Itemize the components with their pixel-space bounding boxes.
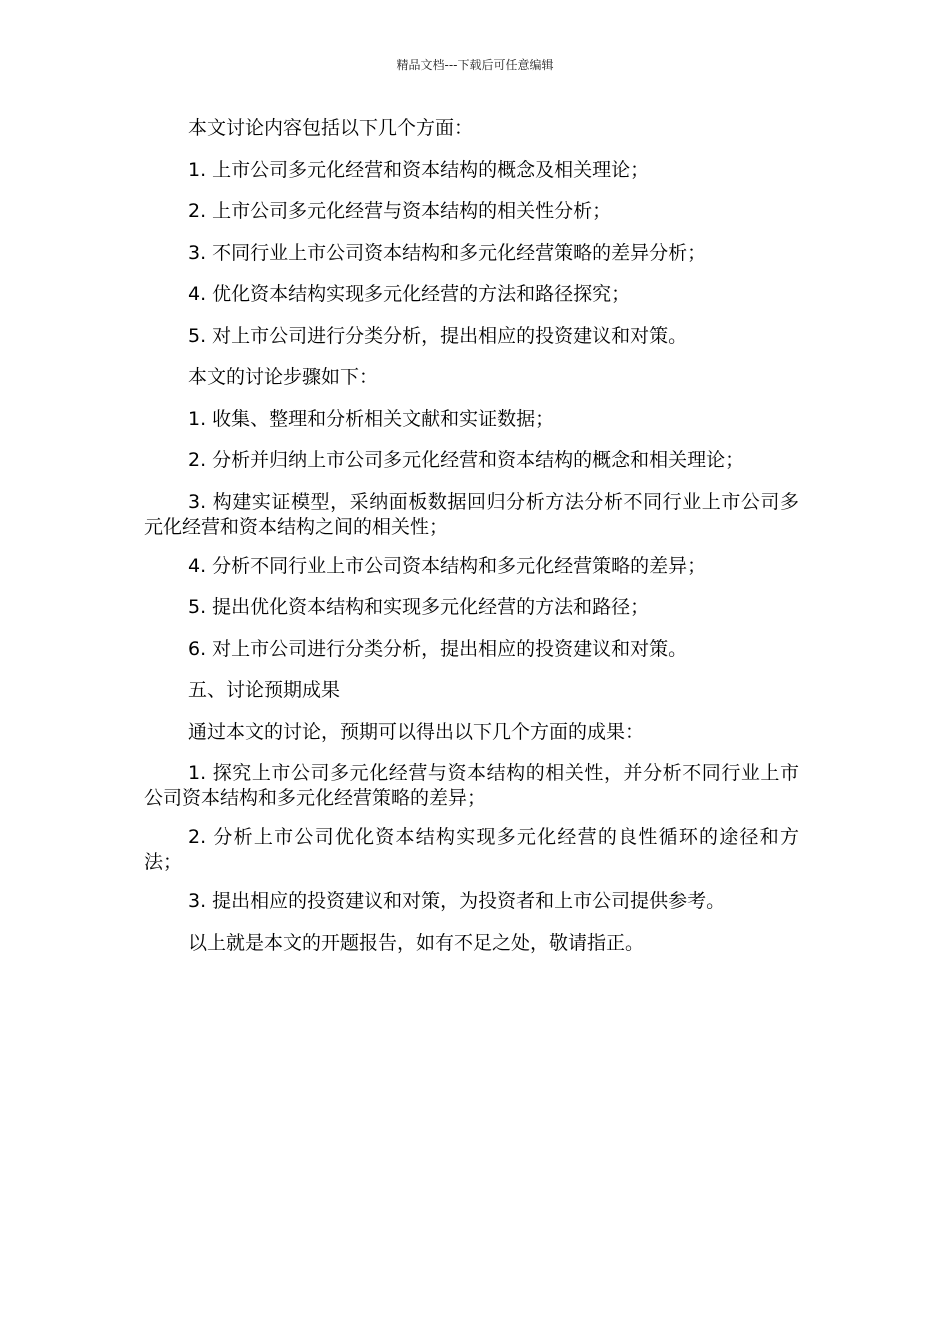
page-header: 精品文档---下载后可任意编辑 <box>396 58 554 72</box>
list-item: 4. 优化资本结构实现多元化经营的方法和路径探究； <box>188 283 631 305</box>
list-item: 2. 上市公司多元化经营与资本结构的相关性分析； <box>188 200 612 222</box>
list-item: 5. 提出优化资本结构和实现多元化经营的方法和路径； <box>188 596 650 618</box>
list-item: 2. 分析并归纳上市公司多元化经营和资本结构的概念和相关理论； <box>188 449 745 471</box>
intro-paragraph: 本文讨论内容包括以下几个方面： <box>188 117 474 139</box>
list-item: 5. 对上市公司进行分类分析，提出相应的投资建议和对策。 <box>188 324 688 347</box>
list-item: 3. 提出相应的投资建议和对策，为投资者和上市公司提供参考。 <box>188 890 726 912</box>
steps-intro-paragraph: 本文的讨论步骤如下： <box>188 366 379 388</box>
closing-paragraph: 以上就是本文的开题报告，如有不足之处，敬请指正。 <box>188 931 645 954</box>
list-item: 1. 探究上市公司多元化经营与资本结构的相关性，并分析不同行业上市公司资本结构和多元化经营策略的差异； <box>144 762 799 809</box>
section-heading: 五、讨论预期成果 <box>188 679 341 701</box>
list-item: 6. 对上市公司进行分类分析，提出相应的投资建议和对策。 <box>188 637 688 660</box>
list-item: 3. 构建实证模型，采纳面板数据回归分析方法分析不同行业上市公司多元化经营和资本结构之间的相关性； <box>144 490 799 538</box>
list-item: 1. 收集、整理和分析相关文献和实证数据； <box>188 407 555 430</box>
outcomes-intro-paragraph: 通过本文的讨论，预期可以得出以下几个方面的成果： <box>188 720 645 743</box>
list-item: 1. 上市公司多元化经营和资本结构的概念及相关理论； <box>188 158 650 181</box>
list-item: 4. 分析不同行业上市公司资本结构和多元化经营策略的差异； <box>188 554 707 577</box>
document-body <box>144 116 799 972</box>
list-item: 2. 分析上市公司优化资本结构实现多元化经营的良性循环的途径和方法； <box>144 826 799 873</box>
list-item: 3. 不同行业上市公司资本结构和多元化经营策略的差异分析； <box>188 241 707 264</box>
